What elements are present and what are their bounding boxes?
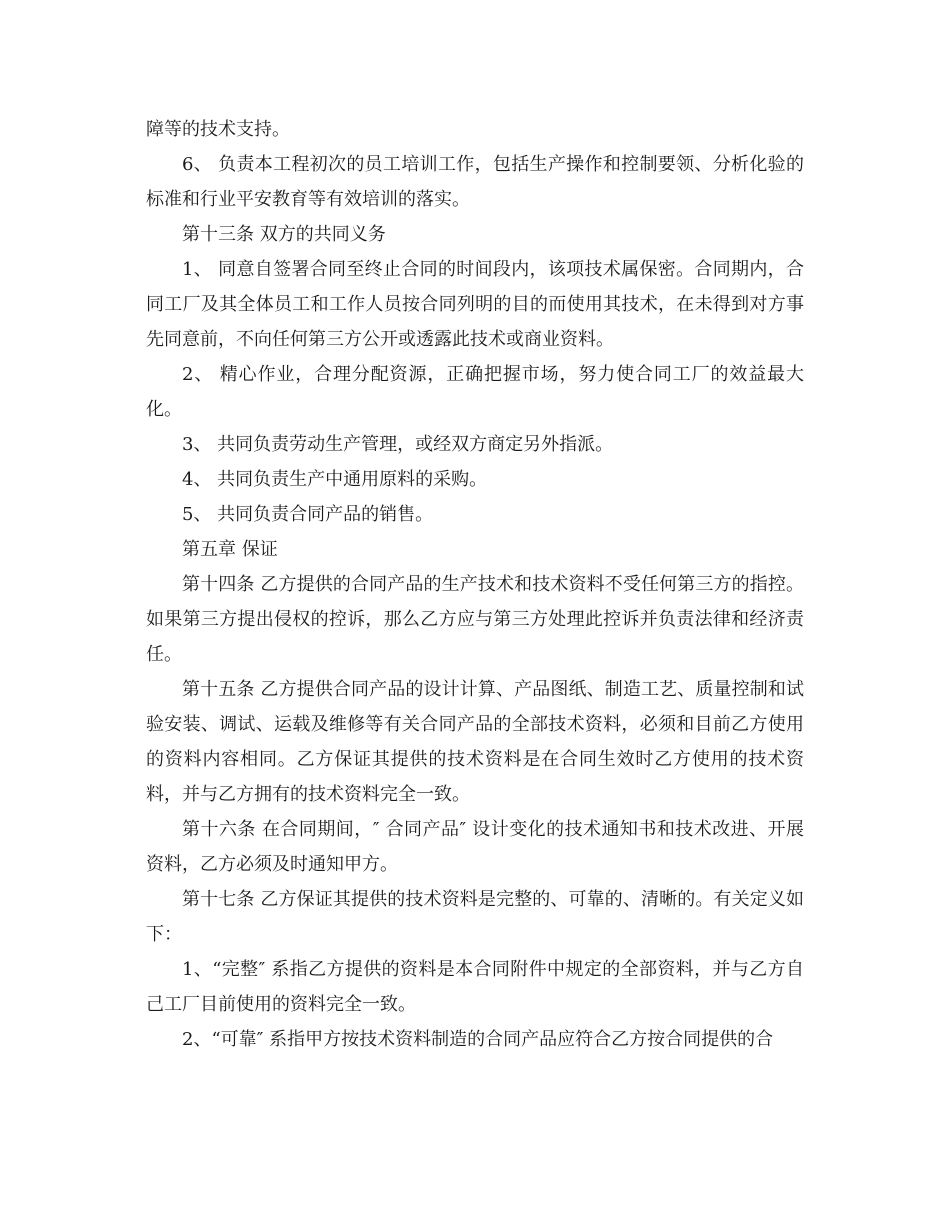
paragraph-continuation: 障等的技术支持。 <box>146 119 290 140</box>
paragraph-13-item-5: 5、 共同负责合同产品的销售。 <box>182 504 434 525</box>
paragraph-17-item-1: 1、“完整″ 系指乙方提供的资料是本合同附件中规定的全部资料，并与乙方自己工厂目前使用的资料完全一致。 <box>146 959 804 1015</box>
paragraph-item-6: 6、 负责本工程初次的员工培训工作，包括生产操作和控制要领、分析化验的标准和行业平安教育等有效培训的落实。 <box>146 154 804 210</box>
paragraph-13-item-4: 4、 共同负责生产中通用原料的采购。 <box>182 469 488 490</box>
article-15: 第十五条 乙方提供合同产品的设计计算、产品图纸、制造工艺、质量控制和试验安装、调试、运载及维修等有关合同产品的全部技术资料，必须和目前乙方使用的资料内容相同。乙方保证其提供的技术资料是在合同生效时乙方使用的技术资料，并与乙方拥有的技术资料完全一致。 <box>146 679 804 805</box>
article-14: 第十四条 乙方提供的合同产品的生产技术和技术资料不受任何第三方的指控。如果第三方提出侵权的控诉，那么乙方应与第三方处理此控诉并负责法律和经济责任。 <box>146 574 804 665</box>
article-16: 第十六条 在合同期间，″ 合同产品″ 设计变化的技术通知书和技术改进、开展资料，乙方必须及时通知甲方。 <box>146 819 804 875</box>
paragraph-13-item-1: 1、 同意自签署合同至终止合同的时间段内，该项技术属保密。合同期内，合同工厂及其全体员工和工作人员按合同列明的目的而使用其技术，在未得到对方事先同意前，不向任何第三方公开或透露此技术或商业资料。 <box>146 259 804 350</box>
document-body <box>146 112 804 1057</box>
chapter-5-heading: 第五章 保证 <box>182 539 278 560</box>
paragraph-17-item-2: 2、“可靠″ 系指甲方按技术资料制造的合同产品应符合乙方按合同提供的合 <box>182 1029 774 1050</box>
article-17: 第十七条 乙方保证其提供的技术资料是完整的、可靠的、清晰的。有关定义如下： <box>146 889 804 945</box>
article-13-heading: 第十三条 双方的共同义务 <box>182 224 386 245</box>
paragraph-13-item-2: 2、 精心作业，合理分配资源，正确把握市场，努力使合同工厂的效益最大化。 <box>146 364 804 420</box>
paragraph-13-item-3: 3、 共同负责劳动生产管理，或经双方商定另外指派。 <box>182 434 614 455</box>
